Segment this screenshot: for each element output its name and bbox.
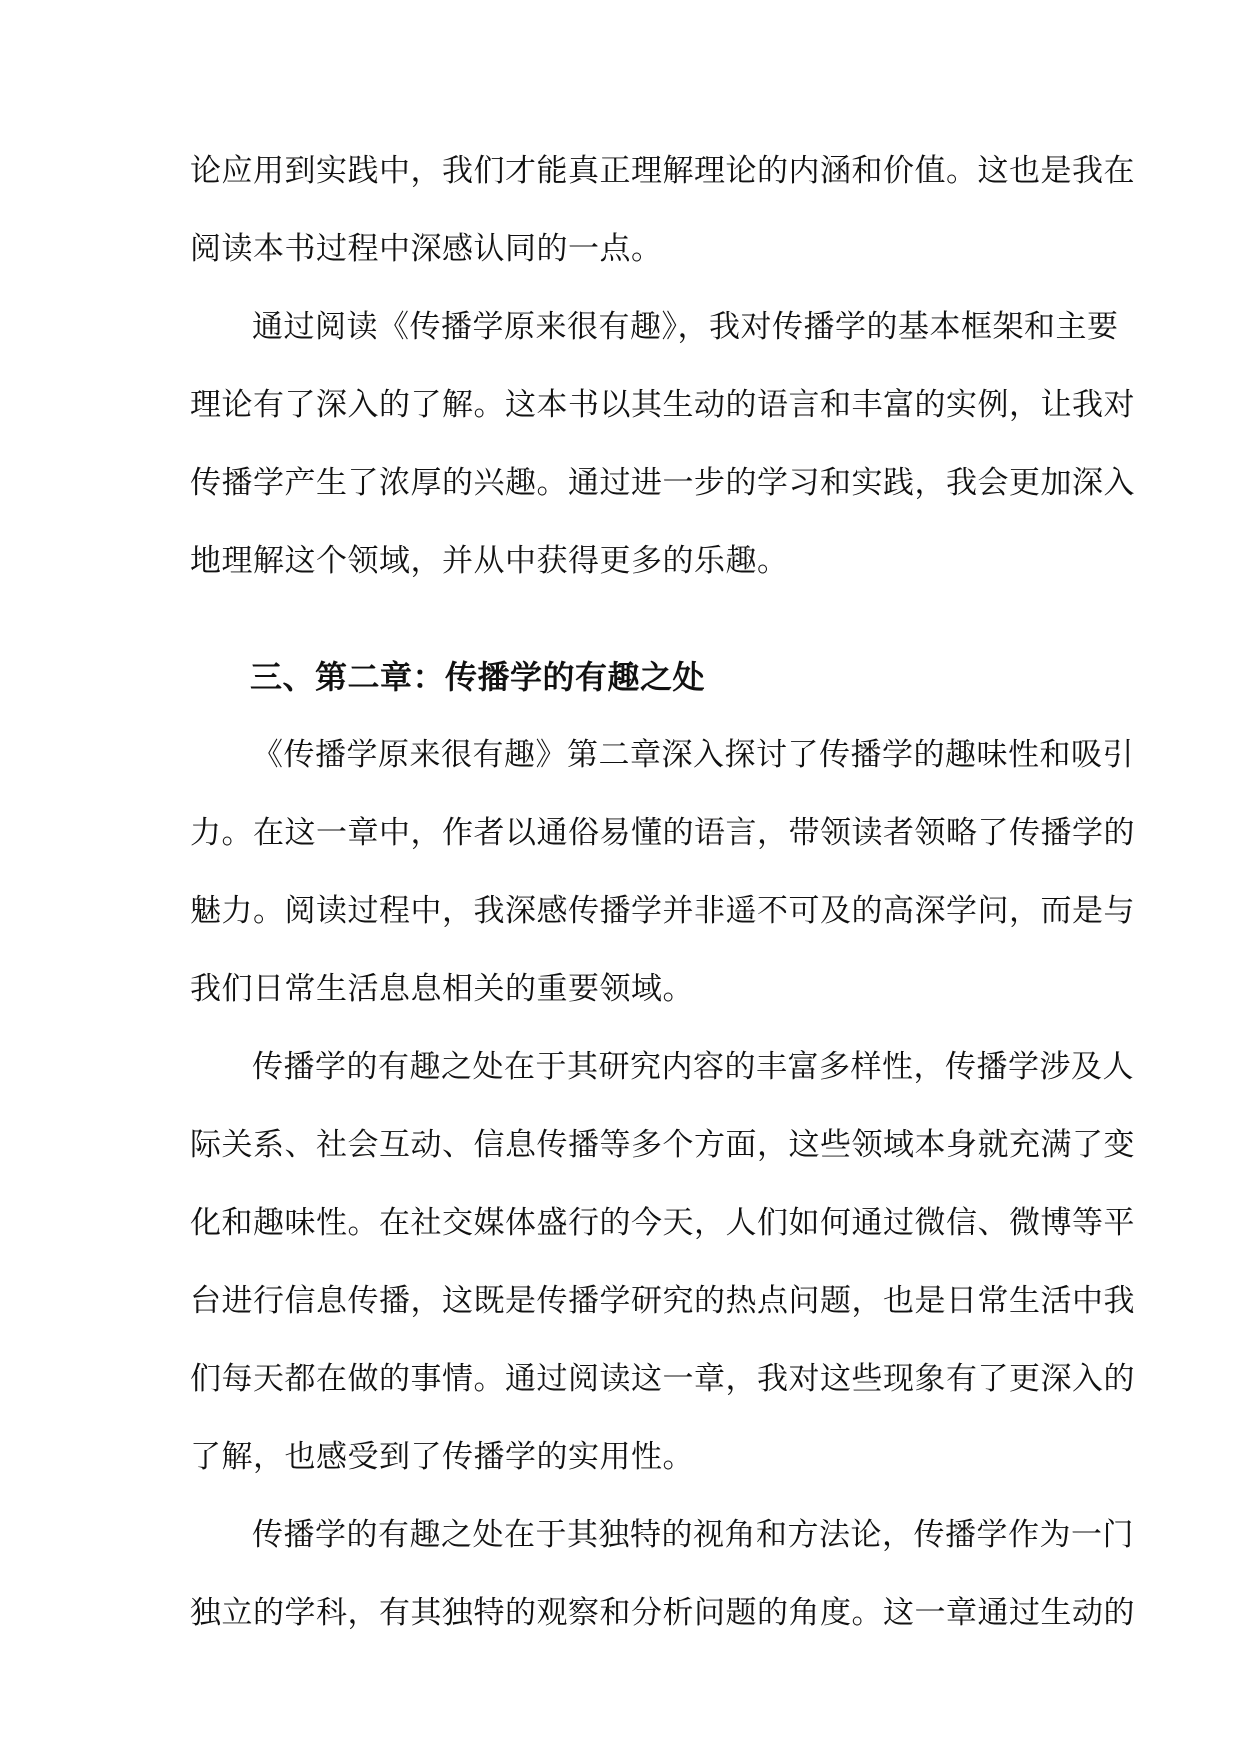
text-line: 《传播学原来很有趣》第二章深入探讨了传播学的趣味性和吸引 [252,737,1134,773]
text-line: 魅力。阅读过程中，我深感传播学并非遥不可及的高深学问，而是与 [190,893,1135,929]
text-line: 我们日常生活息息相关的重要领域。 [190,971,694,1007]
text-line: 传播学产生了浓厚的兴趣。通过进一步的学习和实践，我会更加深入 [190,465,1135,501]
section-heading: 三、第二章：传播学的有趣之处 [250,658,706,696]
text-line: 际关系、社会互动、信息传播等多个方面，这些领域本身就充满了变 [190,1127,1135,1163]
text-line: 独立的学科，有其独特的观察和分析问题的角度。这一章通过生动的 [190,1595,1135,1631]
text-line: 力。在这一章中，作者以通俗易懂的语言，带领读者领略了传播学的 [190,815,1135,851]
text-line: 阅读本书过程中深感认同的一点。 [190,231,663,267]
paragraph-continuation [190,132,1135,288]
text-line: 台进行信息传播，这既是传播学研究的热点问题，也是日常生活中我 [190,1283,1135,1319]
text-line: 传播学的有趣之处在于其研究内容的丰富多样性，传播学涉及人 [252,1049,1134,1085]
text-line: 了解，也感受到了传播学的实用性。 [190,1439,694,1475]
text-line: 理论有了深入的了解。这本书以其生动的语言和丰富的实例，让我对 [190,387,1135,423]
text-line: 通过阅读《传播学原来很有趣》，我对传播学的基本框架和主要 [252,309,1119,345]
text-line: 们每天都在做的事情。通过阅读这一章，我对这些现象有了更深入的 [190,1361,1135,1397]
paragraph [190,716,1135,1028]
document-page [190,132,1135,1652]
text-line: 论应用到实践中，我们才能真正理解理论的内涵和价值。这也是我在 [190,153,1135,189]
paragraph [190,288,1135,600]
paragraph [190,1028,1135,1496]
text-line: 地理解这个领域，并从中获得更多的乐趣。 [190,543,789,579]
text-line: 化和趣味性。在社交媒体盛行的今天，人们如何通过微信、微博等平 [190,1205,1135,1241]
paragraph [190,1496,1135,1652]
text-line: 传播学的有趣之处在于其独特的视角和方法论，传播学作为一门 [252,1517,1134,1553]
